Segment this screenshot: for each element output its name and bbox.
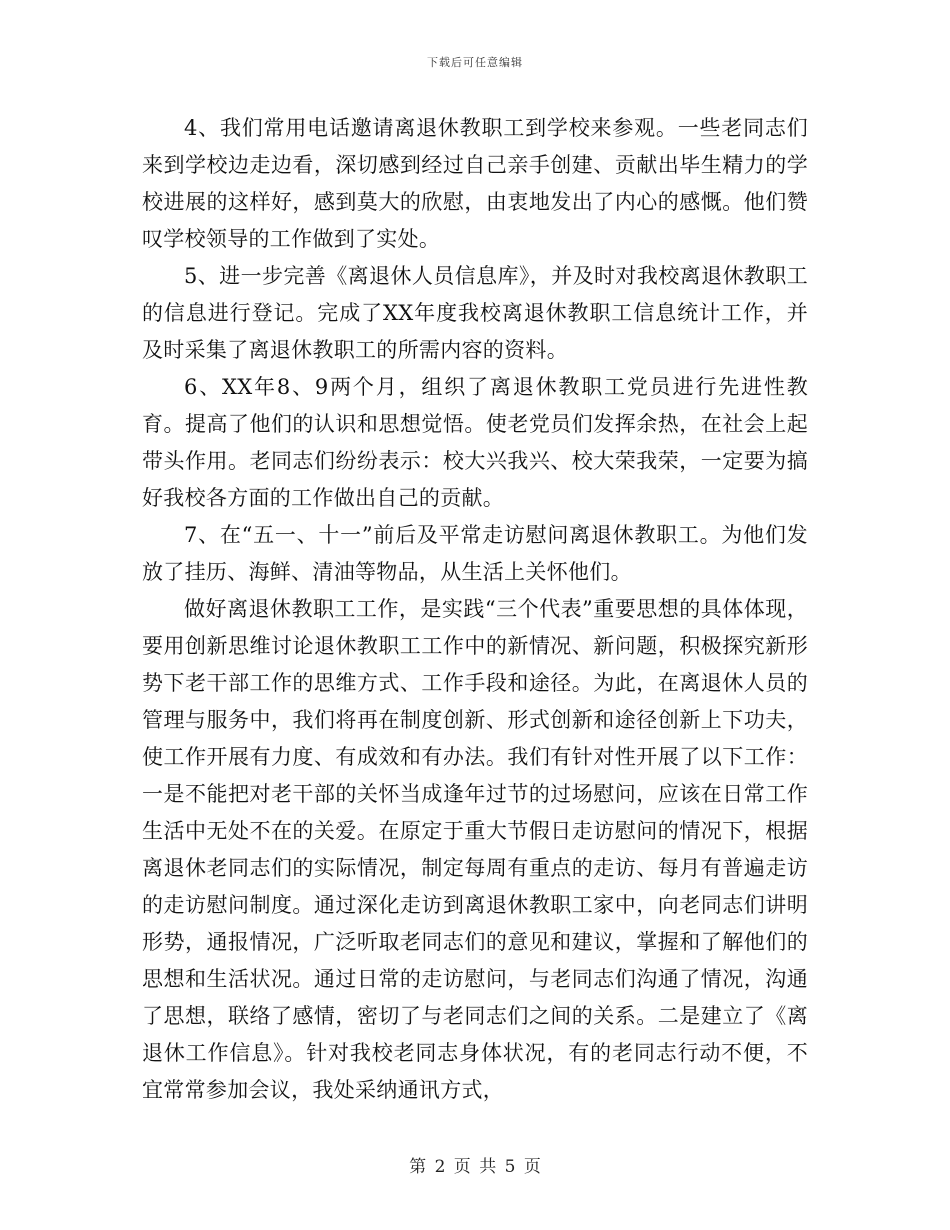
paragraph-item-4: 4、我们常用电话邀请离退休教职工到学校来参观。一些老同志们来到学校边走边看，深切感到经过自己亲手创建、贡献出毕生精力的学校进展的这样好，感到莫大的欣慰，由衷地发出了内心的感慨。他们赞叹学校领导的工作做到了实处。 <box>142 116 808 251</box>
paragraph-item-7: 7、在“五一、十一”前后及平常走访慰问离退休教职工。为他们发放了挂历、海鲜、清油等物品，从生活上关怀他们。 <box>142 523 808 584</box>
page-number-footer: 第 2 页 共 5 页 <box>409 1157 541 1177</box>
document-body <box>142 110 808 1109</box>
paragraph-item-6: 6、XX年8、9两个月，组织了离退休教职工党员进行先进性教育。提高了他们的认识和思想觉悟。使老党员们发挥余热，在社会上起带头作用。老同志们纷纷表示：校大兴我兴、校大荣我荣，一定要为搞好我校各方面的工作做出自己的贡献。 <box>142 375 808 510</box>
paragraph-item-5: 5、进一步完善《离退休人员信息库》，并及时对我校离退休教职工的信息进行登记。完成了XX年度我校离退休教职工信息统计工作，并及时采集了离退休教职工的所需内容的资料。 <box>142 264 808 362</box>
page-header-note: 下载后可任意编辑 <box>427 56 523 69</box>
paragraph-summary: 做好离退休教职工工作，是实践“三个代表”重要思想的具体体现，要用创新思维讨论退休教职工工作中的新情况、新问题，积极探究新形势下老干部工作的思维方式、工作手段和途径。为此，在离退休人员的管理与服务中，我们将再在制度创新、形式创新和途径创新上下功夫，使工作开展有力度、有成效和有办法。我们有针对性开展了以下工作：一是不能把对老干部的关怀当成逢年过节的过场慰问，应该在日常工作生活中无处不在的关爱。在原定于重大节假日走访慰问的情况下，根据离退休老同志们的实际情况，制定每周有重点的走访、每月有普遍走访的走访慰问制度。通过深化走访到离退休教职工家中，向老同志们讲明形势，通报情况，广泛听取老同志们的意见和建议，掌握和了解他们的思想和生活状况。通过日常的走访慰问，与老同志们沟通了情况，沟通了思想，联络了感情，密切了与老同志们之间的关系。二是建立了《离退休工作信息》。针对我校老同志身体状况，有的老同志行动不便，不宜常常参加会议，我处采纳通讯方式， <box>142 597 808 1102</box>
